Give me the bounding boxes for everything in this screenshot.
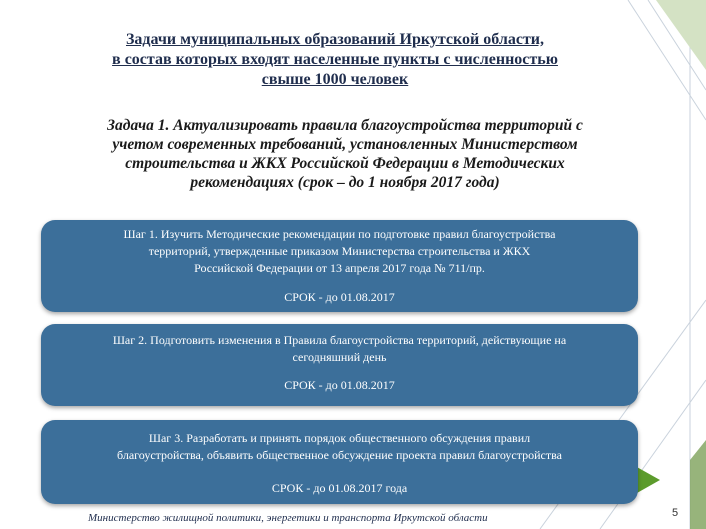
step-deadline: СРОК - до 01.08.2017 (284, 378, 395, 392)
step-3-box (41, 420, 638, 504)
footer-organization: Министерство жилищной политики, энергетики и транспорта Иркутской области (88, 512, 488, 524)
step-2-box (41, 324, 638, 406)
task-line: учетом современных требований, установленных Министерством (112, 136, 578, 153)
step-deadline: СРОК - до 01.08.2017 года (271, 481, 408, 495)
title-line: свыше 1000 человек (261, 71, 409, 88)
task-line: строительства и ЖКХ Российской Федерации в Методических (125, 155, 565, 172)
task-description (55, 116, 635, 192)
arrow-shape (656, 0, 706, 70)
title-line: Задачи муниципальных образований Иркутской области, (125, 31, 545, 48)
task-line: рекомендациях (срок – до 1 ноября 2017 года) (190, 174, 500, 191)
step-text: Шаг 1. Изучить Методические рекомендации по подготовке правил благоустройства (123, 227, 556, 241)
step-1-box (41, 220, 638, 312)
slide-title (30, 30, 640, 90)
task-line: Задача 1. Актуализировать правила благоустройства территорий с (107, 117, 583, 134)
step-text: сегодняшний день (292, 350, 387, 364)
step-text: благоустройства, объявить общественное обсуждение проекта правил благоустройства (117, 448, 562, 462)
step-deadline: СРОК - до 01.08.2017 (284, 290, 395, 304)
step-text: Шаг 3. Разработать и принять порядок общественного обсуждения правил (148, 431, 531, 445)
step-text: Российской Федерации от 13 апреля 2017 года № 711/пр. (194, 261, 485, 275)
title-line: в состав которых входят населенные пункты с численностью (112, 51, 558, 68)
step-text: Шаг 2. Подготовить изменения в Правила благоустройства территорий, действующие на (112, 333, 567, 347)
step-text: территорий, утвержденные приказом Министерства строительства и ЖКХ (148, 244, 531, 258)
page-number: 5 (672, 507, 679, 519)
